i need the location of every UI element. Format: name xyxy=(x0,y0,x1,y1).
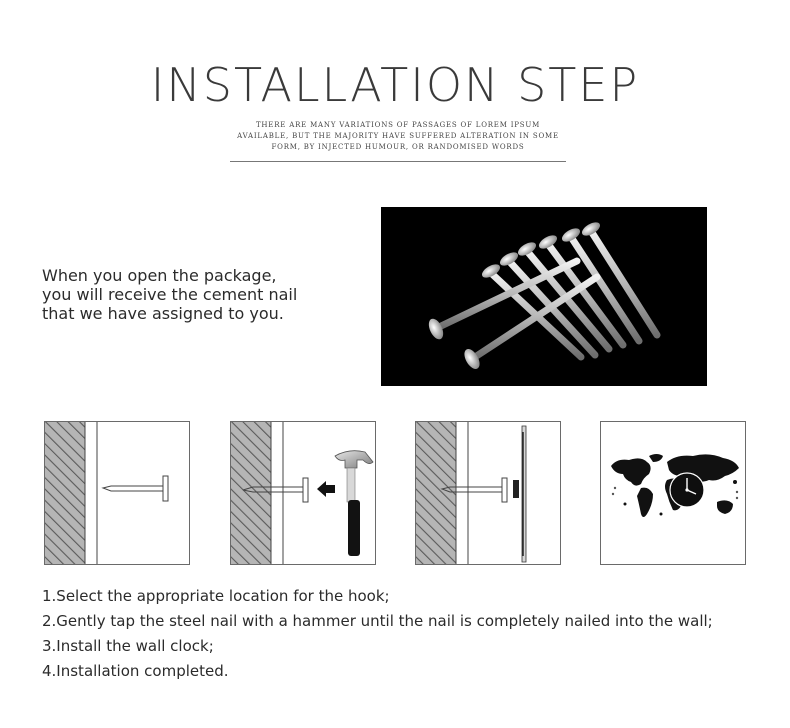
step-1-panel xyxy=(44,421,190,565)
clock-on-nail-side-icon xyxy=(416,422,561,565)
nail-4 xyxy=(516,240,609,349)
instruction-steps xyxy=(42,584,782,684)
nail-5 xyxy=(498,250,595,355)
cement-nails-photo xyxy=(381,207,707,386)
step-2-panel xyxy=(230,421,376,565)
world-map-wall-clock-icon xyxy=(601,422,746,565)
hammer-icon xyxy=(335,451,373,556)
step-3-text: 3.Install the wall clock; xyxy=(42,637,214,655)
clock-side-icon xyxy=(513,426,526,562)
step-1-text: 1.Select the appropriate location for the hook; xyxy=(42,587,390,605)
page-subtitle: THERE ARE MANY VARIATIONS OF PASSAGES OF LOREM IPSUM AVAILABLE, BUT THE MAJORITY HAVE SUFFERED ALTERATION IN SOME FORM, BY INJECTED HUMOUR, OR RANDOMISED WORDS xyxy=(237,121,559,151)
step-4-text: 4.Installation completed. xyxy=(42,662,229,680)
wall-hatch xyxy=(231,422,271,565)
push-arrow-icon xyxy=(317,481,335,497)
title-divider xyxy=(230,161,566,162)
page-title: INSTALLATION STEP xyxy=(150,58,640,112)
nail-icon xyxy=(103,476,168,501)
step-2-text: 2.Gently tap the steel nail with a hammer until the nail is completely nailed into the wall; xyxy=(42,612,713,630)
intro-text: When you open the package, you will receive the cement nail that we have assigned to you. xyxy=(42,266,298,323)
step-3-panel xyxy=(415,421,561,565)
nail-in-wall-icon xyxy=(45,422,190,565)
wall-hatch xyxy=(416,422,456,565)
step-4-panel xyxy=(600,421,746,565)
wall-hatch xyxy=(45,422,85,565)
nails-illustration xyxy=(381,207,707,386)
clock-face-icon xyxy=(670,473,704,507)
hammer-tapping-nail-icon xyxy=(231,422,376,565)
